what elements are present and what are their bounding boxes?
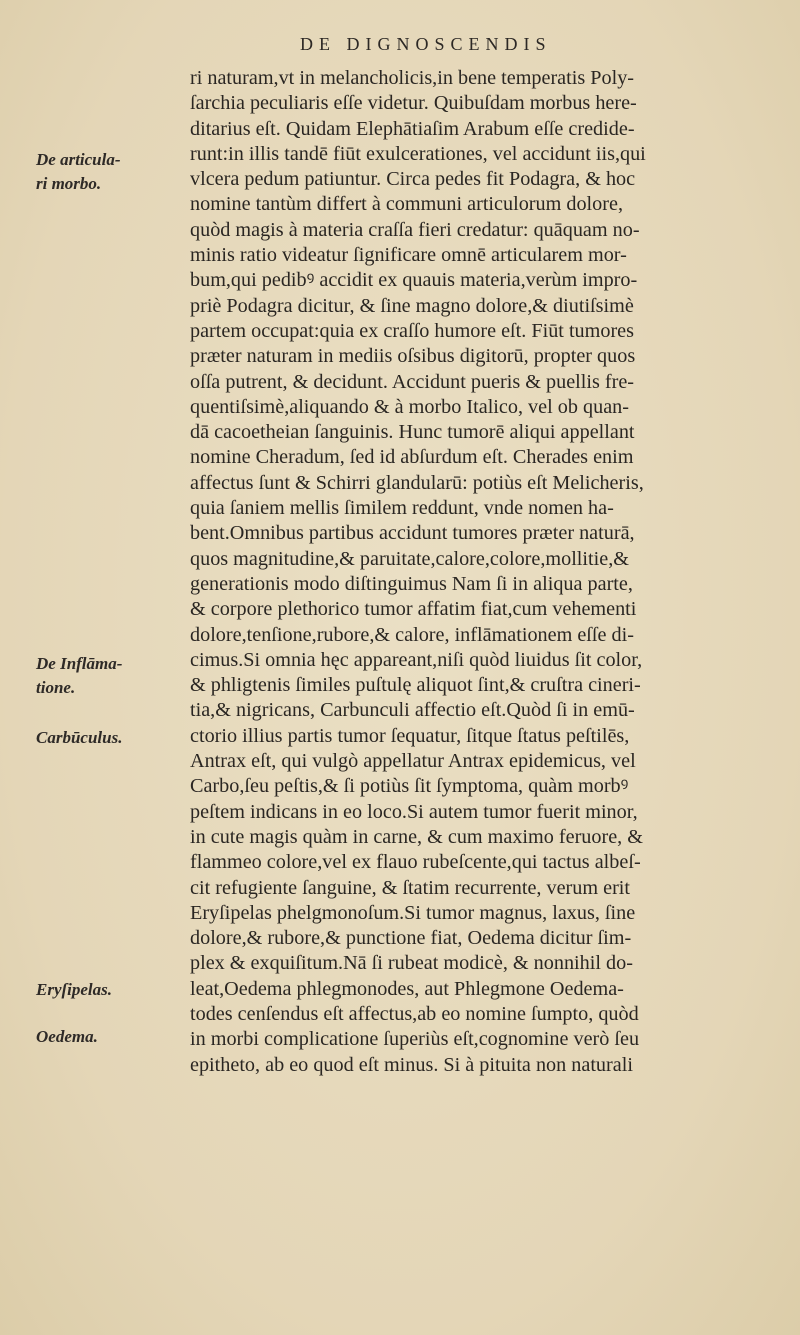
text-line: Carbo,ſeu peſtis,& ſi potiùs ſit ſymptoma, quàm morbꝰ <box>190 775 629 798</box>
text-line: tia,& nigricans, Carbunculi affectio eſt.Quòd ſi in emū- <box>190 699 635 722</box>
margin-note-oedema <box>36 1025 186 1049</box>
margin-note-line: De articula- <box>36 150 121 169</box>
text-line: quia ſaniem mellis ſimilem reddunt, vnde nomen ha- <box>190 497 614 520</box>
text-line: todes cenſendus eſt affectus,ab eo nomine ſumpto, quòd <box>190 1002 639 1025</box>
margin-note-carbunculus <box>36 726 186 750</box>
text-line: minis ratio videatur ſignificare omnē articularem mor- <box>190 244 627 267</box>
text-line: ctorio illius partis tumor ſequatur, ſitque ſtatus peſtilēs, <box>190 724 630 747</box>
text-line: affectus ſunt & Schirri glandularū: potiùs eſt Melicheris, <box>190 471 644 494</box>
margin-note-line: tione. <box>36 678 76 697</box>
text-line: in morbi complicatione ſuperiùs eſt,cognomine verò ſeu <box>190 1028 640 1051</box>
text-line: priè Podagra dicitur, & ſine magno dolore,& diutiſsimè <box>190 294 634 317</box>
text-line: vlcera pedum patiuntur. Circa pedes fit Podagra, & hoc <box>190 168 636 191</box>
margin-note-erysipelas <box>36 978 186 1002</box>
text-line: generationis modo diſtinguimus Nam ſi in aliqua parte, <box>190 572 633 595</box>
text-line: dā cacoetheian ſanguinis. Hunc tumorē aliqui appellant <box>190 421 635 444</box>
text-line: quòd magis à materia craſſa fieri credatur: quāquam no- <box>190 218 640 241</box>
text-line: quentiſsimè,aliquando & à morbo Italico, vel ob quan- <box>190 395 629 418</box>
text-line: bum,qui pedibꝰ accidit ex quauis materia,verùm impro- <box>190 269 638 292</box>
text-line: ditarius eſt. Quidam Elephātiaſim Arabum eſſe credide- <box>190 117 635 140</box>
text-line: bent.Omnibus partibus accidunt tumores præter naturā, <box>190 522 635 545</box>
text-line: in cute magis quàm in carne, & cum maximo feruore, & <box>190 825 643 848</box>
margin-note-line: Carbūculus. <box>36 728 123 747</box>
text-line: nomine tantùm differt à communi articulorum dolore, <box>190 193 623 216</box>
text-line: quos magnitudine,& paruitate,calore,colore,mollitie,& <box>190 547 629 570</box>
text-line: Eryſipelas phelgmonoſum.Si tumor magnus, laxus, ſine <box>190 901 636 924</box>
text-line: flammeo colore,vel ex flauo rubeſcente,qui tactus albeſ- <box>190 851 641 874</box>
text-line: præter naturam in mediis oſsibus digitorū, propter quos <box>190 345 636 368</box>
margin-note-line: Eryſipelas. <box>36 980 113 999</box>
text-line: & corpore plethorico tumor affatim fiat,cum vehementi <box>190 598 637 621</box>
text-line: runt:in illis tandē fiūt exulcerationes, vel accidunt iis,qui <box>190 142 646 165</box>
main-text <box>190 66 785 1078</box>
text-line: Antrax eſt, qui vulgò appellatur Antrax epidemicus, vel <box>190 750 636 773</box>
text-line: cimus.Si omnia hęc appareant,niſi quòd liuidus ſit color, <box>190 648 643 671</box>
text-line: plex & exquiſitum.Nā ſi rubeat modicè, & nonnihil do- <box>190 952 633 975</box>
text-line: nomine Cheradum, ſed id abſurdum eſt. Cherades enim <box>190 446 634 469</box>
text-line: leat,Oedema phlegmonodes, aut Phlegmone Oedema- <box>190 977 624 1000</box>
margin-note-de-articulari-morbo <box>36 148 186 196</box>
text-line: dolore,tenſione,rubore,& calore, inflāmationem eſſe di- <box>190 623 634 646</box>
margin-note-line: Oedema. <box>36 1027 98 1046</box>
margin-note-line: ri morbo. <box>36 174 102 193</box>
text-line: cit refugiente ſanguine, & ſtatim recurrente, verum erit <box>190 876 631 899</box>
margin-note-de-inflamatione <box>36 652 186 700</box>
text-line: peſtem indicans in eo loco.Si autem tumor fuerit minor, <box>190 800 638 823</box>
text-line: ſarchia peculiaris eſſe videtur. Quibuſdam morbus here- <box>190 92 637 115</box>
text-line: dolore,& rubore,& punctione fiat, Oedema dicitur ſim- <box>190 927 632 950</box>
text-line: epitheto, ab eo quod eſt minus. Si à pituita non naturali <box>190 1053 633 1076</box>
text-line: ri naturam,vt in melancholicis,in bene temperatis Poly- <box>190 67 635 89</box>
text-line: & phligtenis ſimiles puſtulę aliquot ſint,& cruſtra cineri- <box>190 674 641 697</box>
running-header: DE DIGNOSCENDIS <box>300 34 552 54</box>
text-line: oſſa putrent, & decidunt. Accidunt pueris & puellis fre- <box>190 370 635 393</box>
margin-note-line: De Inflāma- <box>36 654 123 673</box>
text-line: partem occupat:quia ex craſſo humore eſt. Fiūt tumores <box>190 319 634 342</box>
